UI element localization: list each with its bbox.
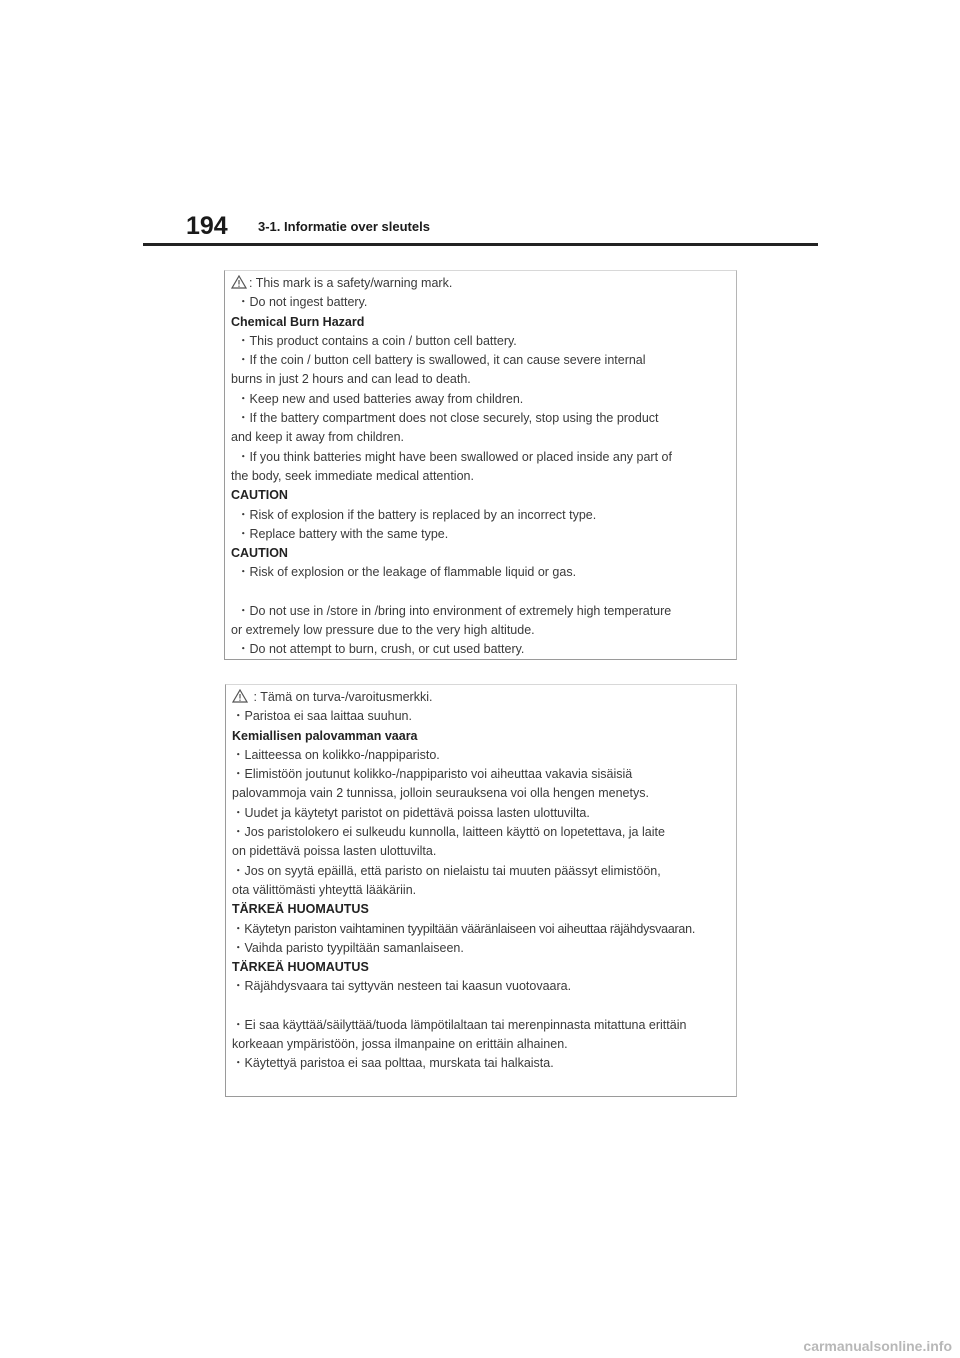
- swallowed-line: ・Elimistöön joutunut kolikko-/nappiparisto voi aiheuttaa vakavia sisäisiä: [232, 767, 633, 782]
- caution-heading: TÄRKEÄ HUOMAUTUS: [232, 902, 369, 917]
- no-ingest-line: ・Paristoa ei saa laittaa suuhun.: [232, 709, 412, 724]
- explosion-type-line: ・Risk of explosion if the battery is replaced by an incorrect type.: [237, 507, 597, 522]
- compartment-line: ・If the battery compartment does not close securely, stop using the product: [237, 411, 659, 426]
- page-number: 194: [186, 212, 228, 240]
- caution-heading-2: CAUTION: [231, 546, 288, 561]
- explosion-leakage-line: ・Räjähdysvaara tai syttyvän nesteen tai kaasun vuotovaara.: [232, 979, 572, 994]
- swallowed-suspect-line-cont: the body, seek immediate medical attention.: [231, 468, 474, 483]
- warning-triangle-icon: [232, 689, 248, 703]
- swallowed-suspect-line: ・Jos on syytä epäillä, että paristo on nielaistu tai muuten päässyt elimistöön,: [232, 863, 661, 878]
- contains-line: ・Laitteessa on kolikko-/nappiparisto.: [232, 747, 440, 762]
- chemical-burn-heading: Chemical Burn Hazard: [231, 314, 365, 329]
- compartment-line-cont: on pidettävä poissa lasten ulottuvilta.: [232, 844, 437, 859]
- battery-notice-english: [224, 270, 737, 660]
- header-rule: [143, 243, 818, 246]
- page-header: [0, 0, 960, 250]
- environment-line-cont: korkeaan ympäristöön, jossa ilmanpaine on erittäin alhainen.: [232, 1037, 568, 1052]
- spacer: [232, 997, 730, 1016]
- swallowed-suspect-line-cont: ota välittömästi yhteyttä lääkäriin.: [232, 882, 417, 897]
- spacer: [231, 583, 730, 602]
- warning-triangle-icon: [231, 275, 247, 289]
- explosion-leakage-line: ・Risk of explosion or the leakage of flammable liquid or gas.: [237, 565, 577, 580]
- burn-line: ・Do not attempt to burn, crush, or cut used battery.: [237, 642, 525, 657]
- keep-away-line: ・Keep new and used batteries away from children.: [237, 391, 524, 406]
- replace-same-line: ・Vaihda paristo tyypiltään samanlaiseen.: [232, 940, 464, 955]
- contains-line: ・This product contains a coin / button cell battery.: [237, 333, 517, 348]
- compartment-line: ・Jos paristolokero ei sulkeudu kunnolla, laitteen käyttö on lopetettava, ja laite: [232, 825, 665, 840]
- replace-same-line: ・Replace battery with the same type.: [237, 526, 449, 541]
- swallowed-line-cont: palovammoja vain 2 tunnissa, jolloin seurauksena voi olla hengen menetys.: [232, 786, 649, 801]
- chemical-burn-heading: Kemiallisen palovamman vaara: [232, 728, 418, 743]
- environment-line: ・Do not use in /store in /bring into environment of extremely high temperature: [237, 603, 672, 618]
- compartment-line-cont: and keep it away from children.: [231, 430, 405, 445]
- mark-line: : This mark is a safety/warning mark.: [231, 274, 730, 293]
- swallowed-suspect-line: ・If you think batteries might have been swallowed or placed inside any part of: [237, 449, 672, 464]
- swallowed-line: ・If the coin / button cell battery is swallowed, it can cause severe internal: [237, 353, 646, 368]
- battery-notice-finnish: [225, 684, 737, 1097]
- swallowed-line-cont: burns in just 2 hours and can lead to death.: [231, 372, 471, 387]
- caution-heading: CAUTION: [231, 488, 288, 503]
- section-title: 3-1. Informatie over sleutels: [258, 219, 430, 234]
- burn-line: ・Käytettyä paristoa ei saa polttaa, murskata tai halkaista.: [232, 1056, 554, 1071]
- environment-line-cont: or extremely low pressure due to the very high altitude.: [231, 623, 535, 638]
- environment-line: ・Ei saa käyttää/säilyttää/tuoda lämpötilaltaan tai merenpinnasta mitattuna erittäin: [232, 1017, 687, 1032]
- caution-heading-2: TÄRKEÄ HUOMAUTUS: [232, 960, 369, 975]
- keep-away-line: ・Uudet ja käytetyt paristot on pidettävä poissa lasten ulottuvilta.: [232, 805, 590, 820]
- no-ingest-line: ・Do not ingest battery.: [237, 295, 368, 310]
- explosion-type-line: ・Käytetyn pariston vaihtaminen tyypiltään vääränlaiseen voi aiheuttaa räjähdysvaaran.: [232, 921, 696, 936]
- mark-line: : Tämä on turva-/varoitusmerkki.: [232, 688, 730, 707]
- watermark: carmanualsonline.info: [803, 1338, 952, 1354]
